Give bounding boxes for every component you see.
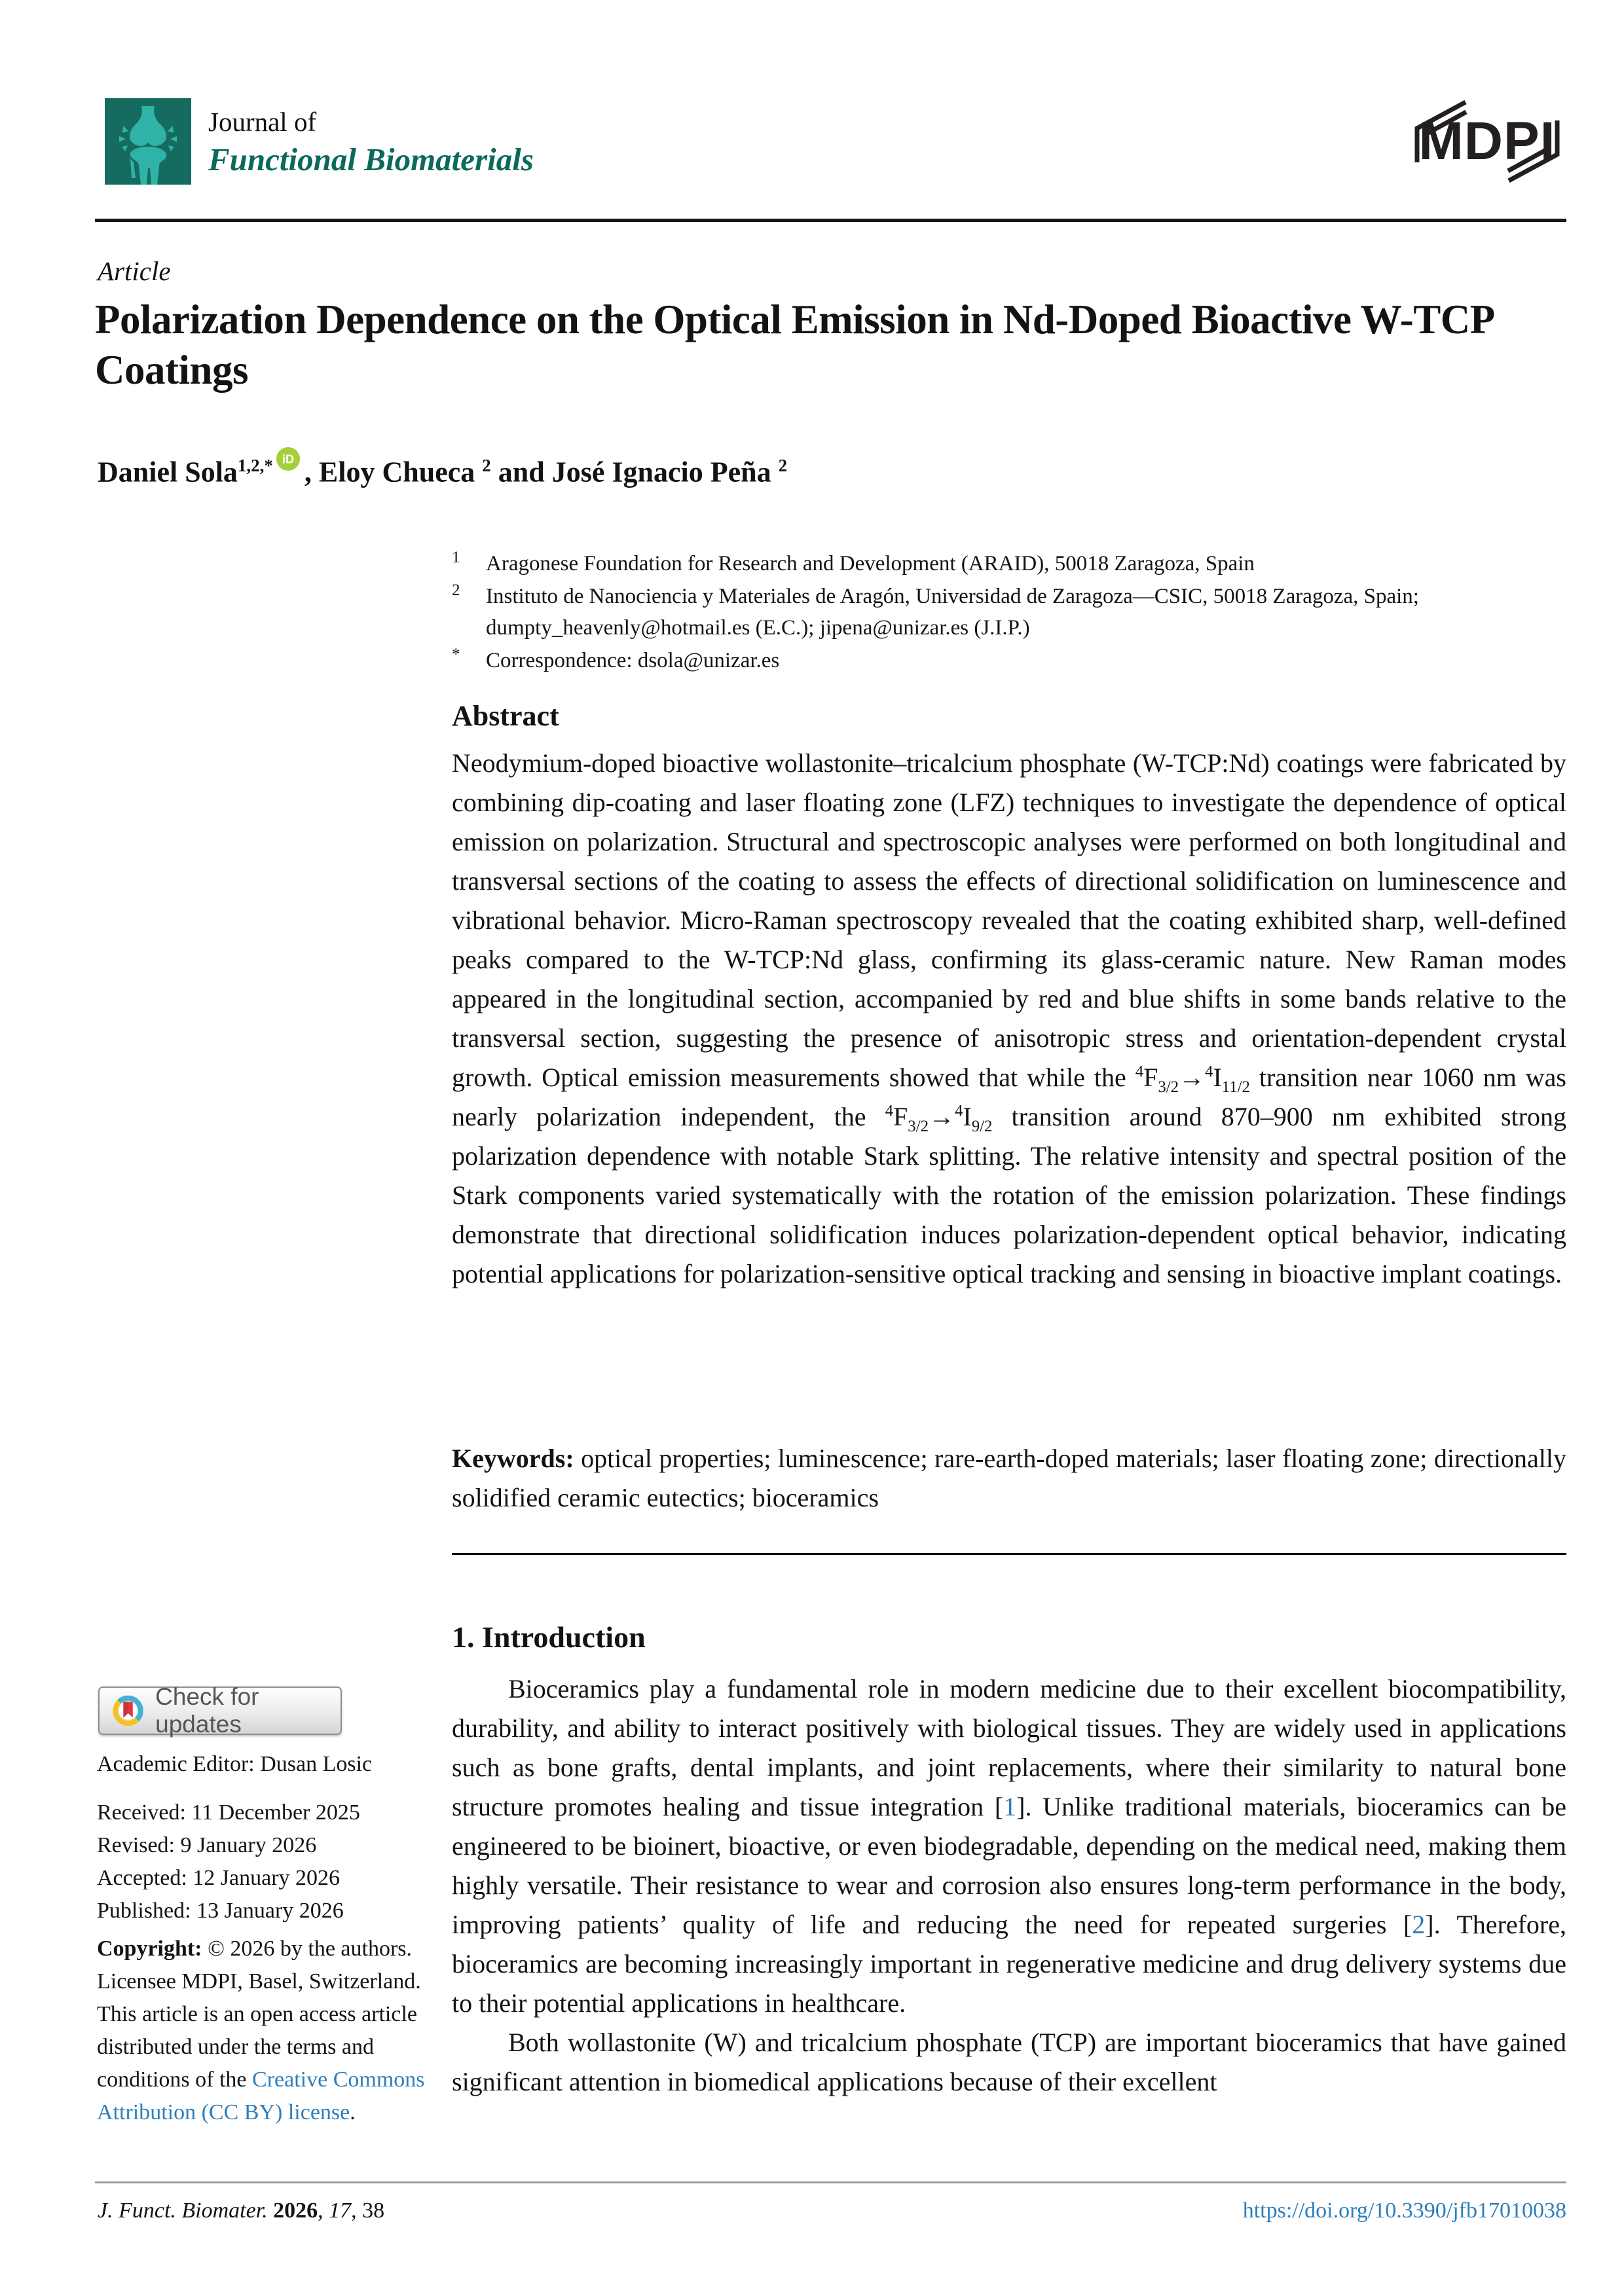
author-name: Daniel Sola	[98, 456, 238, 488]
author-affil-sup: 2	[482, 456, 491, 475]
revised-date: Revised: 9 January 2026	[97, 1833, 317, 1857]
affiliation-marker: 2	[452, 581, 460, 599]
affiliation-text: Instituto de Nanociencia y Materiales de Aragón, Universidad de Zaragoza—CSIC, 50018 Zaragoza, Spain; dumpty_heavenly@hotmail.es (E.C.); jipena@unizar.es (J.I.P.)	[486, 584, 1419, 640]
orcid-icon[interactable]	[276, 445, 301, 479]
published-date: Published: 13 January 2026	[97, 1899, 344, 1923]
text-segment: ]. Therefore, bioceramics are becoming increasingly important in regenerative medicine and drug delivery systems due to their potential applications in healthcare.	[452, 1910, 1566, 2018]
keywords-text: optical properties; luminescence; rare-earth-doped materials; laser floating zone; directionally solidified ceramic eutectics; bioceramics	[452, 1444, 1566, 1512]
affiliation-list	[452, 549, 1572, 678]
check-for-updates-button[interactable]	[98, 1683, 342, 1738]
svg-text:iD: iD	[282, 452, 294, 466]
text-segment: ,	[318, 2198, 329, 2223]
received-date: Received: 11 December 2025	[97, 1800, 360, 1825]
text-segment: F	[893, 1102, 908, 1131]
affiliation-text: Aragonese Foundation for Research and Development (ARAID), 50018 Zaragoza, Spain	[486, 552, 1255, 575]
copyright-notice	[97, 1933, 430, 2129]
text-segment: 17	[329, 2198, 352, 2223]
doi-link[interactable]: https://doi.org/10.3390/jfb17010038	[1242, 2198, 1566, 2223]
keywords-label: Keywords:	[452, 1444, 581, 1473]
intro-paragraph	[452, 2023, 1566, 2102]
accepted-date: Accepted: 12 January 2026	[97, 1866, 341, 1890]
mdpi-hexagon-icon	[1408, 97, 1566, 186]
abstract-heading: Abstract	[452, 700, 559, 732]
author-affil-sup: 2	[778, 456, 788, 475]
text-segment: J. Funct. Biomater.	[98, 2198, 274, 2223]
text-segment: I	[1213, 1063, 1222, 1092]
affiliation-row	[452, 549, 1572, 580]
author-affil-sup: 1,2,*	[237, 456, 273, 475]
text-segment: 3/2	[908, 1118, 929, 1135]
text-segment: 9/2	[971, 1118, 993, 1135]
journal-name-prefix: Journal of	[208, 107, 317, 137]
text-segment: , 38	[351, 2198, 385, 2223]
text-segment: Neodymium-doped bioactive wollastonite–tricalcium phosphate (W-TCP:Nd) coatings were fabricated by combining dip-coating and laser floating zone (LFZ) techniques to investigate the dependence of optical emission on polarization. Structural and spectroscopic analyses were performed on both longitudinal and transversal sections of the coating to assess the effects of directional solidification on luminescence and vibrational behavior. Micro-Raman spectroscopy revealed that the coating exhibited sharp, well-defined peaks compared to the W-TCP:Nd glass, confirming its glass-ceramic nature. New Raman modes appeared in the longitudinal section, accompanied by red and blue shifts in some bands relative to the transversal section, suggesting the presence of anisotropic stress and orientation-dependent crystal growth. Optical emission measurements showed that while the	[452, 748, 1566, 1092]
author-name: , Eloy Chueca	[304, 456, 475, 488]
text-segment: .	[350, 2100, 356, 2124]
header-rule	[95, 219, 1566, 222]
author-name: and José Ignacio Peña	[490, 456, 771, 488]
text-segment: 4	[1205, 1063, 1213, 1081]
correspondence-text: Correspondence: dsola@unizar.es	[486, 648, 780, 672]
text-segment: Bioceramics play a fundamental role in modern medicine due to their excellent biocompatibility, durability, and ability to interact positively with biological tissues. They are widely used in applications such as bone grafts, dental implants, and joint replacements, where their similarity to natural bone structure promotes healing and tissue integration [	[452, 1674, 1566, 1821]
intro-paragraph	[452, 1669, 1566, 2023]
mdpi-logo	[1408, 97, 1566, 186]
affiliation-marker: *	[452, 645, 460, 663]
text-segment: →	[1179, 1063, 1206, 1092]
text-segment: © 2026 by the authors. Licensee MDPI, Basel, Switzerland. This article is an open access article distributed under the terms and conditions of the	[97, 1937, 421, 2092]
introduction-body	[452, 1669, 1566, 2102]
article-type-label: Article	[98, 256, 171, 286]
text-segment: ]. Unlike traditional materials, bioceramics can be engineered to be bioinert, bioactive, or even biodegradable, depending on the medical need, making them highly versatile. Their resistance to wear and corrosion also ensures long-term performance in the body, improving patients’ quality of life and reducing the need for repeated surgeries [	[452, 1792, 1567, 1939]
text-segment: 4	[1135, 1063, 1144, 1081]
abstract-text	[452, 744, 1566, 1294]
page-title: Polarization Dependence on the Optical Emission in Nd-Doped Bioactive W-TCP Coatings	[95, 297, 1493, 393]
text-segment: 11/2	[1221, 1078, 1250, 1096]
affiliation-marker: 1	[452, 549, 460, 566]
keywords	[452, 1439, 1566, 1518]
text-segment: transition around 870–900 nm exhibited strong polarization dependence with notable Stark splitting. The relative intensity and spectral position of the Stark components varied systematically with the rotation of the emission polarization. These findings demonstrate that directional solidification induces polarization-dependent optical behavior, indicating potential applications for polarization-sensitive optical tracking and sensing in bioactive implant coatings.	[452, 1102, 1566, 1288]
text-segment: Copyright:	[97, 1937, 208, 1961]
affiliation-row	[452, 581, 1572, 644]
academic-editor: Academic Editor: Dusan Losic	[97, 1752, 373, 1776]
link-segment[interactable]: 2	[1412, 1910, 1426, 1939]
link-segment[interactable]: Creative Commons Attribution (CC BY) license	[97, 2068, 425, 2124]
text-segment: 4	[954, 1102, 963, 1120]
affiliation-row	[452, 646, 1572, 677]
journal-name	[208, 109, 534, 175]
svg-text:MDPI: MDPI	[1418, 111, 1556, 171]
text-segment: Both wollastonite (W) and tricalcium phosphate (TCP) are important bioceramics that have gained significant attention in biomedical applications because of their excellent	[452, 2028, 1566, 2096]
text-segment: 3/2	[1158, 1078, 1179, 1096]
knee-joint-icon	[105, 98, 191, 185]
text-segment: I	[963, 1102, 972, 1131]
footer-rule	[95, 2181, 1566, 2183]
author-line	[98, 445, 787, 489]
check-for-updates-label: Check for updates	[155, 1683, 259, 1738]
section-divider	[452, 1553, 1566, 1555]
journal-name-title: Functional Biomaterials	[208, 141, 534, 177]
crossmark-icon	[111, 1692, 145, 1730]
footer-citation	[98, 2198, 384, 2223]
text-segment: 2026	[273, 2198, 318, 2223]
text-segment: 4	[885, 1102, 894, 1120]
text-segment: F	[1143, 1063, 1158, 1092]
link-segment[interactable]: 1	[1003, 1792, 1017, 1821]
text-segment: →	[928, 1102, 955, 1131]
text-segment: transition near 1060 nm was nearly polarization independent, the	[452, 1063, 1566, 1131]
article-dates	[97, 1796, 437, 1927]
introduction-heading: 1. Introduction	[452, 1620, 646, 1654]
journal-logo	[105, 98, 191, 185]
